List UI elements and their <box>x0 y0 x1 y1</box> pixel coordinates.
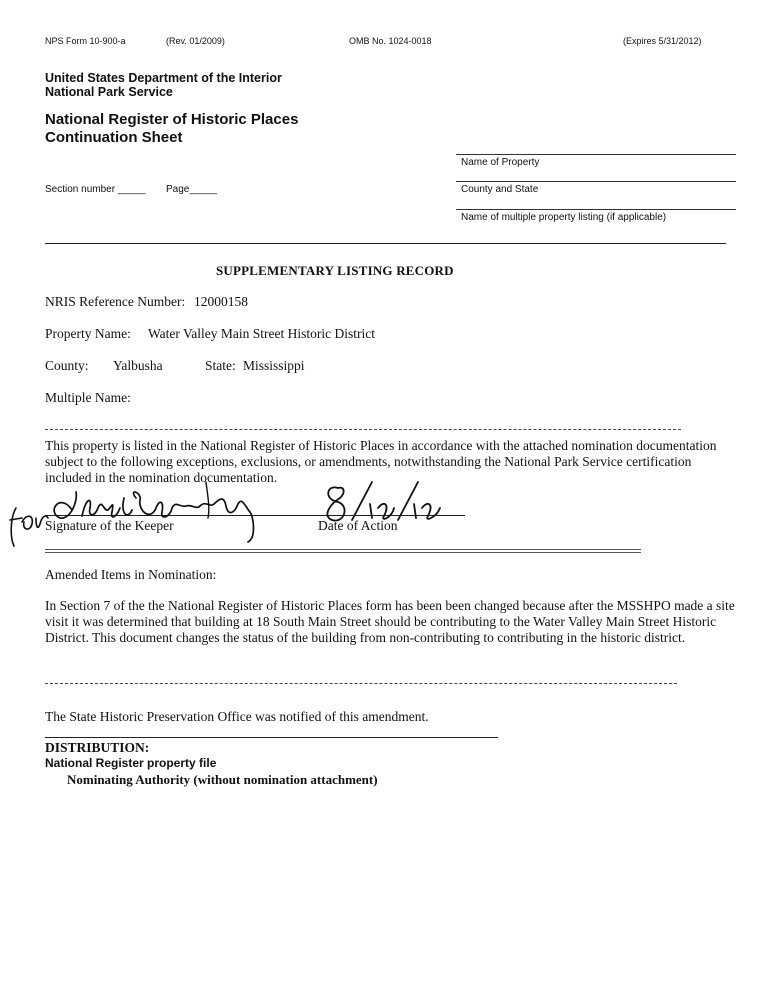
distribution-heading: DISTRIBUTION: <box>45 740 150 755</box>
property-name-value: Water Valley Main Street Historic District <box>148 326 375 341</box>
form-expiration: (Expires 5/31/2012) <box>623 36 702 46</box>
department-name: United States Department of the Interior <box>45 71 282 85</box>
property-name-label: Name of Property <box>461 157 540 168</box>
county-value: Yalbusha <box>113 358 163 373</box>
distribution-item-nominating-authority: Nominating Authority (without nomination attachment) <box>67 772 378 787</box>
form-title-line1: National Register of Historic Places <box>45 111 299 128</box>
form-number: NPS Form 10-900-a <box>45 36 126 46</box>
county-state-label: County and State <box>461 184 539 195</box>
county-state-line <box>456 181 736 182</box>
distribution-divider <box>45 737 498 738</box>
page-field: Page_____ <box>166 184 218 195</box>
state-label: State: <box>205 358 236 373</box>
form-title-line2: Continuation Sheet <box>45 129 183 146</box>
date-of-action-label: Date of Action <box>318 518 398 533</box>
record-heading: SUPPLEMENTARY LISTING RECORD <box>216 263 454 278</box>
dashed-divider-bottom <box>45 683 677 684</box>
signature-label: Signature of the Keeper <box>45 518 174 533</box>
nris-label: NRIS Reference Number: <box>45 294 186 309</box>
handwritten-signature <box>0 478 480 550</box>
state-value: Mississippi <box>243 358 305 373</box>
multiple-name-label: Multiple Name: <box>45 390 131 405</box>
amendment-text: In Section 7 of the the National Register of Historic Places form has been been changed because after the MSSHPO made a site visit it was determined that building at 18 South Main Street should be contributing to the Water Valley Main Street Historic District. This document changes the status of the building from non-contributing to contributing in the historic district. <box>45 598 735 645</box>
multiple-listing-line <box>456 209 736 210</box>
double-divider <box>45 549 641 553</box>
county-label: County: <box>45 358 89 373</box>
nris-value: 12000158 <box>194 294 248 309</box>
amended-items-heading: Amended Items in Nomination: <box>45 567 217 582</box>
property-name-line <box>456 154 736 155</box>
certification-text: This property is listed in the National Register of Historic Places in accordance with the attached nomination documentation subject to the following exceptions, exclusions, or amendments, notwithstanding the National Park Service certification included in the nomination documentation. <box>45 438 717 485</box>
service-name: National Park Service <box>45 85 173 99</box>
multiple-listing-label: Name of multiple property listing (if applicable) <box>461 212 667 223</box>
header-divider <box>45 243 726 244</box>
distribution-item-property-file: National Register property file <box>45 756 217 770</box>
dashed-divider-top <box>45 429 681 430</box>
omb-number: OMB No. 1024-0018 <box>349 36 432 46</box>
form-revision: (Rev. 01/2009) <box>166 36 225 46</box>
section-number-field: Section number _____ <box>45 184 146 195</box>
property-name-field-label: Property Name: <box>45 326 131 341</box>
notification-text: The State Historic Preservation Office was notified of this amendment. <box>45 709 429 724</box>
